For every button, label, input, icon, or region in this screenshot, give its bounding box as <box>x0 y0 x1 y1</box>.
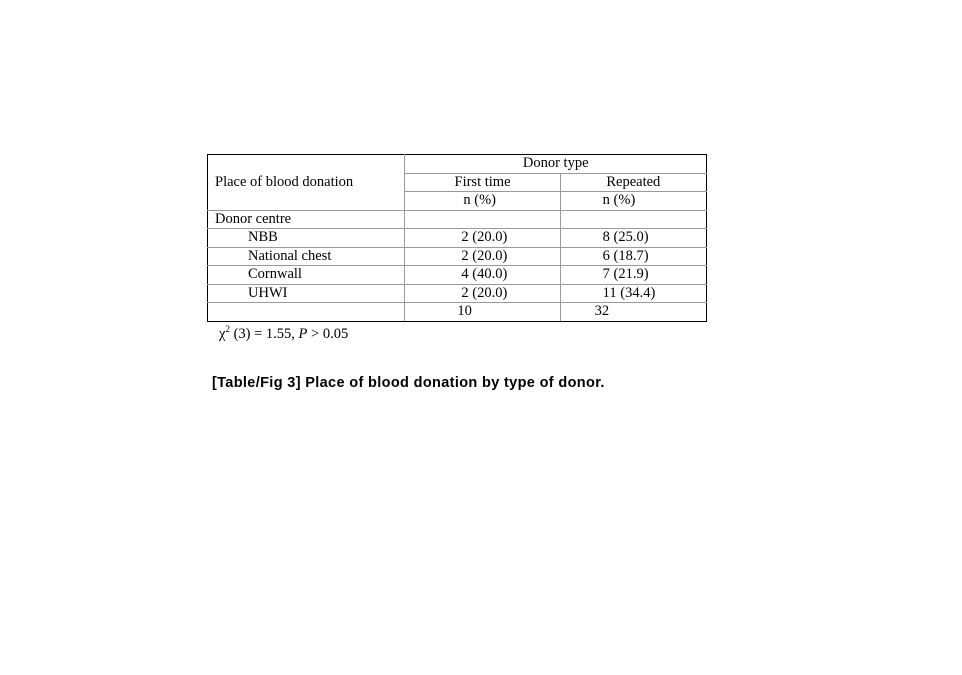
table-row <box>208 266 707 285</box>
section-empty-cell <box>405 210 560 229</box>
row-label: National chest <box>208 247 405 266</box>
cell-first: 4 (40.0) <box>405 266 560 285</box>
cell-repeated: 7 (21.9) <box>560 266 706 285</box>
cell-first: 2 (20.0) <box>405 284 560 303</box>
unit-repeated: n (%) <box>560 192 706 211</box>
group-header: Donor type <box>405 155 707 174</box>
data-table <box>207 154 707 322</box>
totals-row <box>208 303 707 322</box>
col-header-repeated: Repeated <box>560 173 706 192</box>
table-caption: [Table/Fig 3] Place of blood donation by type of donor. <box>212 375 605 391</box>
row-label: NBB <box>208 229 405 248</box>
cell-repeated: 8 (25.0) <box>560 229 706 248</box>
row-header: Place of blood donation <box>208 155 405 211</box>
row-label: Cornwall <box>208 266 405 285</box>
chi-exponent: 2 <box>225 324 230 334</box>
chi-square-statistic <box>219 324 348 343</box>
col-header-first: First time <box>405 173 560 192</box>
row-label: UHWI <box>208 284 405 303</box>
cell-first: 2 (20.0) <box>405 229 560 248</box>
p-threshold: > 0.05 <box>307 325 349 342</box>
cell-repeated: 6 (18.7) <box>560 247 706 266</box>
p-symbol: P <box>298 325 308 342</box>
table-row <box>208 284 707 303</box>
unit-first: n (%) <box>405 192 560 211</box>
table-row <box>208 247 707 266</box>
chi-symbol: χ <box>219 325 226 342</box>
totals-empty-cell <box>208 303 405 322</box>
cell-repeated: 11 (34.4) <box>560 284 706 303</box>
cell-first: 2 (20.0) <box>405 247 560 266</box>
section-label: Donor centre <box>208 210 405 229</box>
chi-df-value: (3) = 1.55, <box>229 325 299 342</box>
table-row <box>208 229 707 248</box>
total-first: 10 <box>405 303 560 322</box>
section-empty-cell <box>560 210 706 229</box>
total-repeated: 32 <box>560 303 706 322</box>
